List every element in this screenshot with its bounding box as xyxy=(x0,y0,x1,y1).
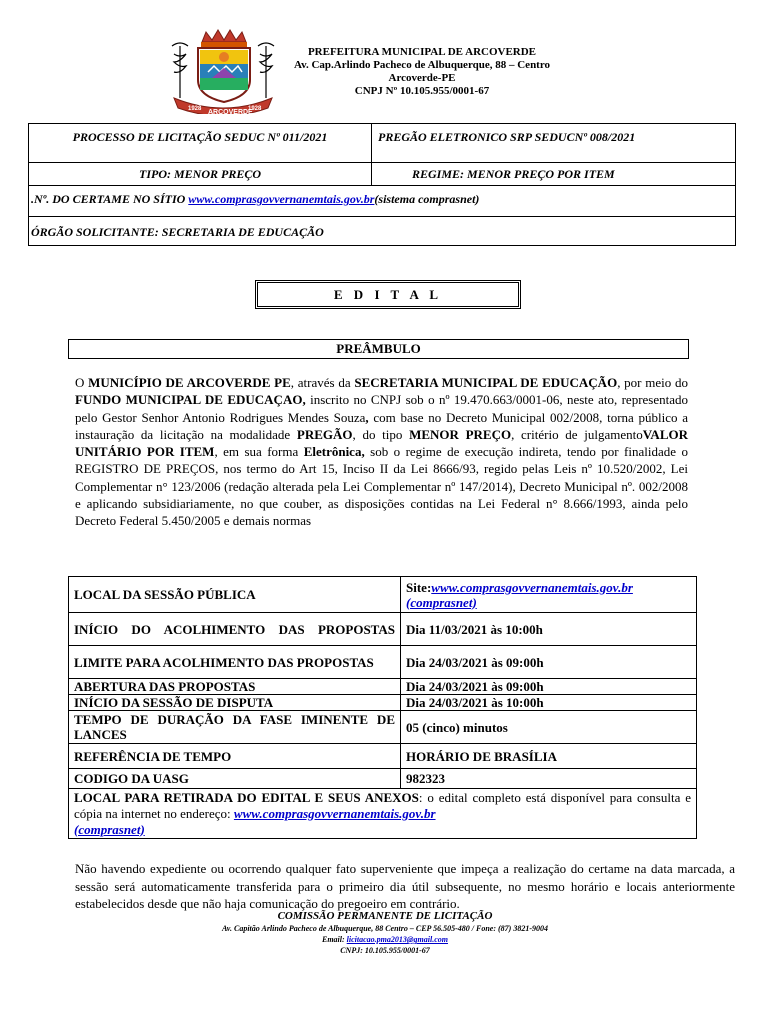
retirada-text: : o edital completo está disponível para consulta e cópia na internet no endereço: xyxy=(74,789,691,821)
preambulo-run: sob o regime de execução indireta, tendo por finalidade o REGISTRO DE PREÇOS, nos termo do Art 15, Inciso II da Lei 8666/93, regido pelas Leis nº 10.520/2002, Lei Complementar n° 123/2006 (redação alterada pela Lei Complementar nº 147/2014), Decreto Municipal nº. 002/2008 e aplicando subsidiariamente, no que couber, as disposições contidas na Lei Federal n° 8.666/1993, ainda pelo Decreto Federal 5.450/2005 e demais normas xyxy=(75,444,688,529)
table-row xyxy=(69,679,697,695)
table-row xyxy=(69,744,697,769)
letterhead-cnpj: CNPJ Nº 10.105.955/0001-67 xyxy=(354,85,490,97)
limite-value: Dia 24/03/2021 às 09:00h xyxy=(401,646,697,679)
disputa-label: INÍCIO DA SESSÃO DE DISPUTA xyxy=(69,695,401,711)
table-row xyxy=(69,577,697,613)
preambulo-bold: , xyxy=(365,409,369,425)
municipal-crest xyxy=(168,28,278,114)
orgao-cell xyxy=(28,216,736,246)
crest-year-left: 1928 xyxy=(188,106,202,112)
footer-cnpj: CNPJ: 10.105.955/0001-67 xyxy=(340,946,430,955)
letterhead-city: Arcoverde-PE xyxy=(388,72,456,84)
retirada-link[interactable]: www.comprasgovvernanemtais.gov.br xyxy=(233,805,436,821)
preambulo-bold: PREGÃO xyxy=(296,426,353,442)
retirada-cell xyxy=(69,789,697,839)
crest-name: ARCOVERDE xyxy=(208,109,253,114)
limite-label: LIMITE PARA ACOLHIMENTO DAS PROPOSTAS xyxy=(69,646,401,679)
preambulo-run: com base no Decreto Municipal 002/2008, torna público a instauração da licitação na modalidade xyxy=(75,409,688,442)
crest-year-right: 1928 xyxy=(248,106,262,112)
site-link-comprasnet[interactable]: (comprasnet) xyxy=(406,594,477,610)
pregao-cell xyxy=(371,123,736,163)
preambulo-bold: MUNICÍPIO DE ARCOVERDE PE xyxy=(88,375,291,390)
inicio-label: INÍCIO DO ACOLHIMENTO DAS PROPOSTAS xyxy=(69,613,401,646)
preambulo-run: , em sua forma xyxy=(214,444,304,460)
tipo-cell xyxy=(28,162,372,186)
preambulo-bold: SECRETARIA MUNICIPAL DE EDUCAÇÃO xyxy=(354,375,618,390)
letterhead-title: PREFEITURA MUNICIPAL DE ARCOVERDE xyxy=(307,46,537,58)
tipo-text: TIPO: MENOR PREÇO xyxy=(138,167,261,181)
preambulo-text xyxy=(75,374,688,530)
closing-paragraph: Não havendo expediente ou ocorrendo qualquer fato superveniente que impeça a realização do certame na data marcada, a sessão será automaticamente transferida para o primeiro dia útil subsequente, no mesmo horário e locais anteriormente estabelecidos desde que não haja comunicação do pregoeiro em contrário. xyxy=(75,861,735,911)
letterhead-address: Av. Cap.Arlindo Pacheco de Albuquerque, 88 – Centro xyxy=(293,59,551,71)
table-row xyxy=(69,613,697,646)
certame-cell xyxy=(28,185,736,217)
session-table xyxy=(68,576,697,839)
tempo-value: 05 (cinco) minutos xyxy=(401,711,697,744)
table-row xyxy=(69,769,697,789)
preambulo-run: , por meio do xyxy=(617,375,688,390)
abertura-value: Dia 24/03/2021 às 09:00h xyxy=(401,679,697,695)
processo-cell xyxy=(28,123,372,163)
table-row xyxy=(69,789,697,839)
site-label: Site: xyxy=(406,579,432,595)
preambulo-run: , através da xyxy=(290,375,355,390)
preambulo-bold: FUNDO MUNICIPAL DE EDUCAÇAO, xyxy=(75,392,306,408)
footer-email-label: Email: xyxy=(322,935,347,944)
preambulo-run: , critério de julgamento xyxy=(511,426,643,442)
edital-title: E D I T A L xyxy=(255,280,521,309)
preambulo-run: , do tipo xyxy=(352,426,410,442)
retirada-link-comprasnet[interactable]: (comprasnet) xyxy=(74,821,145,837)
abertura-label: ABERTURA DAS PROPOSTAS xyxy=(69,679,401,695)
certame-prefix: .Nº. DO CERTAME NO SÍTIO xyxy=(31,192,189,206)
disputa-value: Dia 24/03/2021 às 10:00h xyxy=(401,695,697,711)
preambulo-bold: VALOR UNITÁRIO POR ITEM xyxy=(75,426,688,460)
tempo-label: TEMPO DE DURAÇÃO DA FASE IMINENTE DE LANCES xyxy=(69,711,401,744)
preambulo-run: inscrito no CNPJ sob o nº 19.470.663/0001-06, neste ato, representado pelo Gestor Senhor Antonio Rodrigues Mendes Souza xyxy=(75,392,689,425)
retirada-label: LOCAL PARA RETIRADA DO EDITAL E SEUS ANEXOS xyxy=(74,789,419,805)
preambulo-title: PREÂMBULO xyxy=(68,339,689,359)
preambulo-run: O xyxy=(75,375,89,390)
uasg-value: 982323 xyxy=(401,769,697,789)
site-cell xyxy=(401,577,697,613)
preambulo-bold: Eletrônica, xyxy=(303,444,365,460)
letterhead xyxy=(292,46,552,98)
preambulo-bold: MENOR PREÇO xyxy=(409,426,512,442)
site-link[interactable]: www.comprasgovvernanemtais.gov.br xyxy=(431,579,633,595)
regime-text: REGIME: MENOR PREÇO POR ITEM xyxy=(412,167,615,181)
referencia-value: HORÁRIO DE BRASÍLIA xyxy=(401,744,697,769)
table-row xyxy=(69,646,697,679)
footer-email-line xyxy=(100,934,670,945)
footer-email-link[interactable]: licitacao.pma2013@gmail.com xyxy=(346,935,448,944)
table-row xyxy=(69,695,697,711)
footer-commission: COMISSÃO PERMANENTE DE LICITAÇÃO xyxy=(277,910,493,922)
footer xyxy=(100,910,670,956)
local-label: LOCAL DA SESSÃO PÚBLICA xyxy=(69,577,401,613)
referencia-label: REFERÊNCIA DE TEMPO xyxy=(69,744,401,769)
regime-cell xyxy=(371,162,736,186)
orgao-text: ÓRGÃO SOLICITANTE: SECRETARIA DE EDUCAÇÃO xyxy=(31,225,324,239)
inicio-value: Dia 11/03/2021 às 10:00h xyxy=(401,613,697,646)
certame-suffix: (sistema comprasnet) xyxy=(374,192,480,206)
table-row xyxy=(69,711,697,744)
processo-text: PROCESSO DE LICITAÇÃO SEDUC Nº 011/2021 xyxy=(72,130,328,144)
footer-address: Av. Capitão Arlindo Pacheco de Albuquerque, 88 Centro – CEP 56.505-480 / Fone: (87) 3821-9004 xyxy=(222,924,548,933)
certame-link[interactable]: www.comprasgovvernanemtais.gov.br xyxy=(188,192,375,206)
pregao-text: PREGÃO ELETRONICO SRP SEDUCNº 008/2021 xyxy=(378,130,636,144)
uasg-label: CODIGO DA UASG xyxy=(69,769,401,789)
